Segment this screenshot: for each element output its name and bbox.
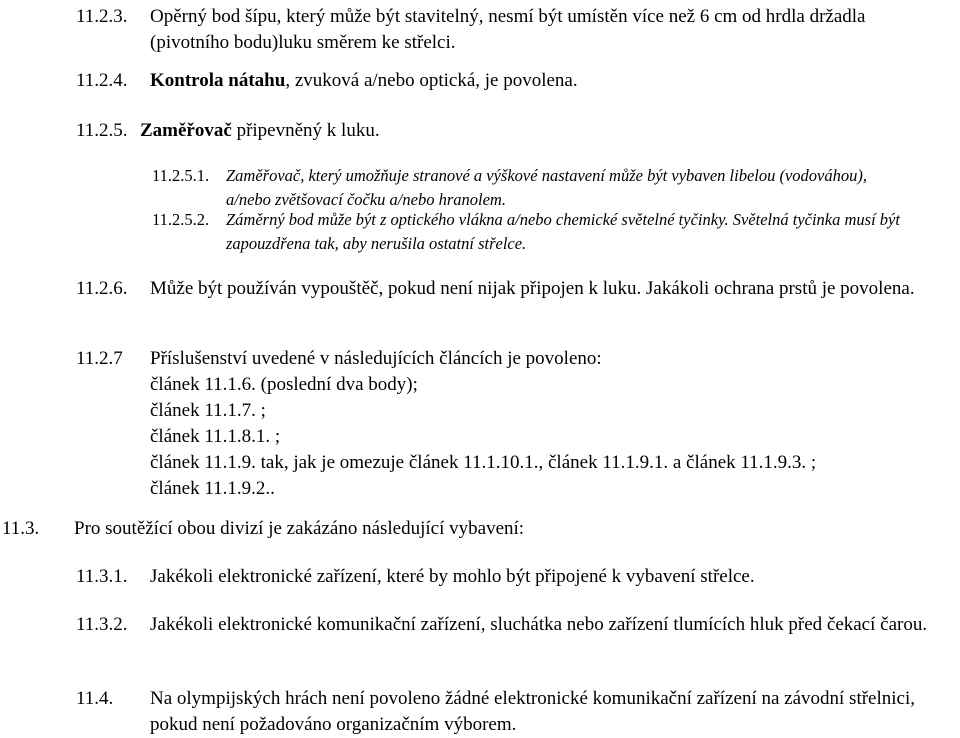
section-text: Pro soutěžící obou divizí je zakázáno následující vybavení: — [74, 518, 525, 539]
rule-11-2-4 — [76, 68, 946, 94]
article-reference: článek 11.1.7. ; — [150, 400, 266, 421]
article-reference: článek 11.1.8.1. ; — [150, 426, 281, 447]
section-number: 11.3.1. — [76, 566, 128, 587]
section-number: 11.2.6. — [76, 278, 128, 299]
section-text: Jakékoli elektronické zařízení, které by mohlo být připojené k vybavení střelce. — [150, 566, 755, 587]
rule-11-2-5 — [76, 118, 946, 144]
section-number: 11.3. — [2, 518, 40, 539]
article-reference: článek 11.1.9.2.. — [150, 478, 275, 499]
rule-11-3-1 — [76, 564, 946, 590]
section-number: 11.3.2. — [76, 614, 128, 635]
section-number: 11.4. — [76, 688, 114, 709]
rule-11-2-3 — [76, 4, 946, 56]
section-number: 11.2.4. — [76, 70, 128, 91]
section-text: , zvuková a/nebo optická, je povolena. — [285, 70, 578, 91]
section-number: 11.2.3. — [76, 6, 128, 27]
section-text: připevněný k luku. — [231, 120, 380, 141]
subsection-text: Zaměřovač, který umožňuje stranové a výškové nastavení může být vybaven libelou (vodováhou), a/nebo zvětšovací čočku a/nebo hranolem. — [226, 166, 868, 209]
section-heading: Zaměřovač — [140, 120, 232, 141]
article-reference: článek 11.1.9. tak, jak je omezuje článek 11.1.10.1., článek 11.1.9.1. a článek 11.1.9.3. ; — [150, 452, 817, 473]
section-number: 11.2.5. — [76, 120, 128, 141]
rule-11-3 — [2, 516, 942, 542]
rule-11-3-2 — [76, 612, 956, 638]
article-reference: článek 11.1.6. (poslední dva body); — [150, 374, 418, 395]
rule-11-4 — [76, 686, 946, 738]
subsection-text: Záměrný bod může být z optického vlákna a/nebo chemické světelné tyčinky. Světelná tyčinka musí být zapouzdřena tak, aby nerušila ostatní střelce. — [226, 210, 900, 253]
section-heading: Kontrola nátahu — [150, 70, 286, 91]
subsection-number: 11.2.5.1. — [152, 166, 210, 185]
rule-11-2-5-2 — [152, 208, 912, 256]
section-number: 11.2.7 — [76, 348, 123, 369]
section-text: Může být používán vypouštěč, pokud není nijak připojen k luku. Jakákoli ochrana prstů je povolena. — [150, 278, 915, 299]
rule-11-2-6 — [76, 276, 946, 302]
section-text: Jakékoli elektronické komunikační zařízení, sluchátka nebo zařízení tlumících hluk před čekací čarou. — [150, 614, 928, 635]
subsection-number: 11.2.5.2. — [152, 210, 210, 229]
rule-11-2-5-1 — [152, 164, 912, 212]
section-text: Na olympijských hrách není povoleno žádné elektronické komunikační zařízení na závodní střelnici, pokud není požadováno organizačním výborem. — [150, 688, 916, 735]
section-text: Opěrný bod šípu, který může být stavitelný, nesmí být umístěn více než 6 cm od hrdla držadla (pivotního bodu)luku směrem ke střelci. — [150, 6, 866, 53]
section-text: Příslušenství uvedené v následujících článcích je povoleno: — [150, 348, 602, 369]
rule-11-2-7 — [76, 346, 946, 502]
